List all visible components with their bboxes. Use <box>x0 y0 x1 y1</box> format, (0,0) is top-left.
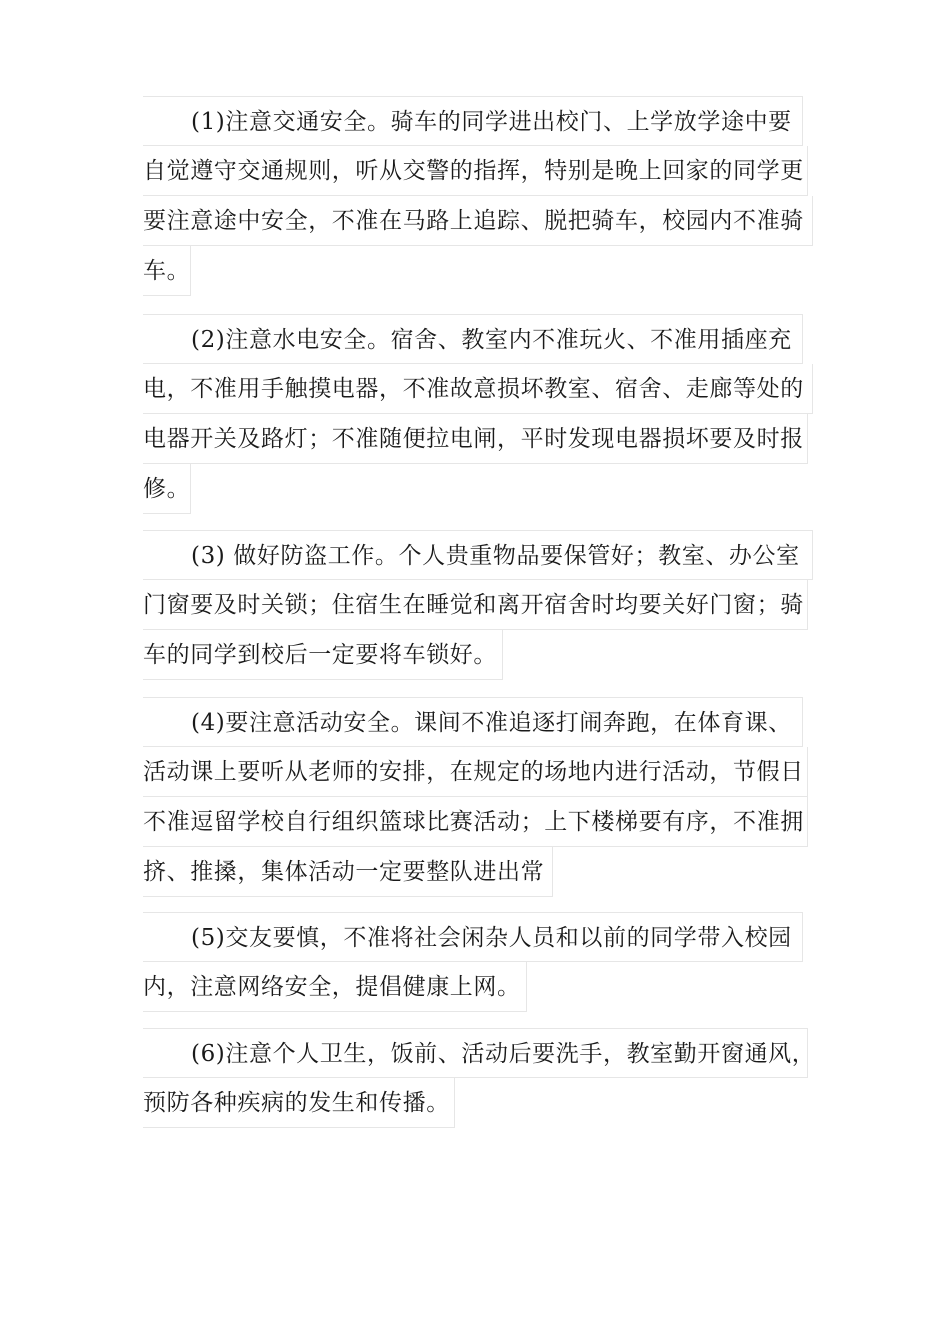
paragraph-line: 自觉遵守交通规则，听从交警的指挥，特别是晚上回家的同学更 <box>143 146 808 196</box>
paragraph-3 <box>143 530 813 680</box>
paragraph-line: 要注意途中安全，不准在马路上追踪、脱把骑车，校园内不准骑 <box>143 196 813 246</box>
paragraph-line: 不准逗留学校自行组织篮球比赛活动；上下楼梯要有序，不准拥 <box>143 797 808 847</box>
paragraph-line: 预防各种疾病的发生和传播。 <box>143 1078 455 1128</box>
paragraph-line: (6)注意个人卫生，饭前、活动后要洗手，教室勤开窗通风， <box>143 1028 808 1078</box>
paragraph-4 <box>143 697 813 897</box>
paragraph-line: 车的同学到校后一定要将车锁好。 <box>143 630 503 680</box>
paragraph-1 <box>143 96 813 296</box>
paragraph-line: 电器开关及路灯；不准随便拉电闸，平时发现电器损坏要及时报 <box>143 414 808 464</box>
paragraph-line: 修。 <box>143 464 191 514</box>
paragraph-line: (5)交友要慎，不准将社会闲杂人员和以前的同学带入校园 <box>143 912 803 962</box>
paragraph-line: (2)注意水电安全。宿舍、教室内不准玩火、不准用插座充 <box>143 314 803 364</box>
paragraph-line: 活动课上要听从老师的安排，在规定的场地内进行活动，节假日 <box>143 747 808 797</box>
paragraph-line: 挤、推搡，集体活动一定要整队进出常 <box>143 847 553 897</box>
paragraph-line: 内，注意网络安全，提倡健康上网。 <box>143 962 527 1012</box>
paragraph-2 <box>143 314 813 514</box>
paragraph-5 <box>143 912 813 1012</box>
paragraph-line: (3) 做好防盗工作。个人贵重物品要保管好；教室、办公室 <box>143 530 813 580</box>
paragraph-line: (1)注意交通安全。骑车的同学进出校门、上学放学途中要 <box>143 96 803 146</box>
paragraph-line: (4)要注意活动安全。课间不准追逐打闹奔跑，在体育课、 <box>143 697 803 747</box>
paragraph-line: 门窗要及时关锁；住宿生在睡觉和离开宿舍时均要关好门窗；骑 <box>143 580 808 630</box>
paragraph-line: 电，不准用手触摸电器，不准故意损坏教室、宿舍、走廊等处的 <box>143 364 813 414</box>
paragraph-line: 车。 <box>143 246 191 296</box>
paragraph-6 <box>143 1028 816 1128</box>
